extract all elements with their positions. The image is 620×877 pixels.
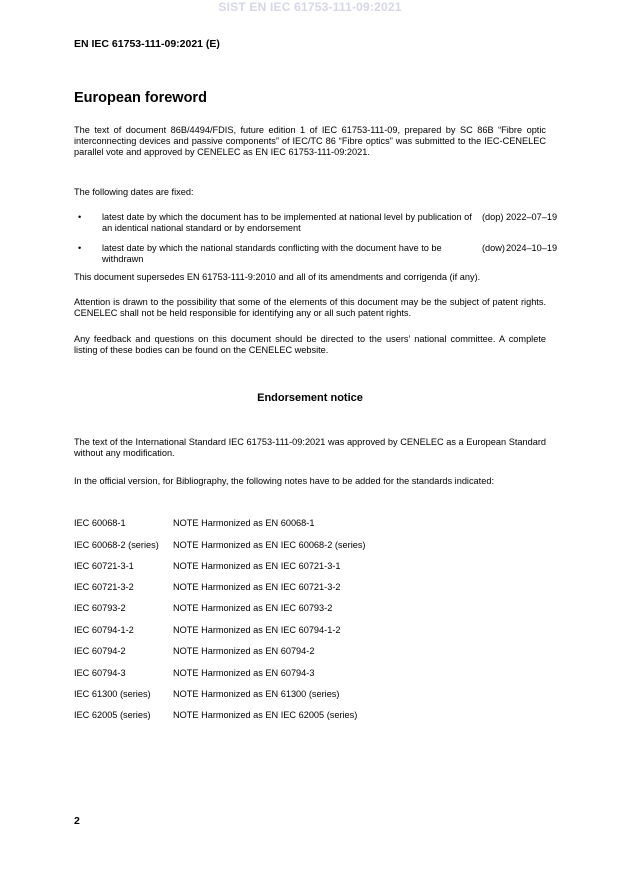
note-row	[74, 709, 546, 721]
note-text: NOTE Harmonized as EN 61300 (series)	[173, 689, 340, 699]
note-standard: IEC 60793-2	[74, 603, 126, 613]
date-item-date: 2024–10–19	[506, 243, 558, 253]
note-text: NOTE Harmonized as EN 60068-1	[173, 518, 315, 528]
note-text: NOTE Harmonized as EN 60794-2	[173, 646, 315, 656]
note-row	[74, 688, 546, 700]
note-standard: IEC 60794-2	[74, 646, 126, 656]
endorsement-paragraph-1: The text of the International Standard IEC 61753-111-09:2021 was approved by CENELEC as a European Standard without any modification.	[74, 437, 546, 459]
foreword-paragraph-1: The text of document 86B/4494/FDIS, future edition 1 of IEC 61753-111-09, prepared by SC 86B “Fibre optic interconnecting devices and passive components” of IEC/TC 86 “Fibre optics” was submitted to the IEC-CENELEC parallel vote and approved by CENELEC as EN IEC 61753-111-09:2021.	[74, 125, 546, 158]
foreword-paragraph-5: Any feedback and questions on this document should be directed to the users’ national committee. A complete listing of these bodies can be found on the CENELEC website.	[74, 334, 546, 356]
page-number: 2	[74, 815, 80, 827]
note-text: NOTE Harmonized as EN IEC 60721-3-1	[173, 561, 341, 571]
note-text: NOTE Harmonized as EN IEC 60721-3-2	[173, 582, 341, 592]
note-row	[74, 602, 546, 614]
endorsement-paragraph-2: In the official version, for Bibliography, the following notes have to be added for the standards indicated:	[74, 476, 494, 486]
note-row	[74, 645, 546, 657]
section-title-european-foreword: European foreword	[74, 90, 207, 106]
date-item-code: (dop)	[482, 212, 504, 222]
note-standard: IEC 60721-3-1	[74, 561, 134, 571]
date-item-text: latest date by which the document has to be implemented at national level by publication of an identical national standard or by endorsement	[102, 212, 472, 234]
note-standard: IEC 62005 (series)	[74, 710, 151, 720]
note-text: NOTE Harmonized as EN IEC 60068-2 (series)	[173, 540, 366, 550]
note-row	[74, 517, 546, 529]
foreword-paragraph-4: Attention is drawn to the possibility that some of the elements of this document may be the subject of patent rights. CENELEC shall not be held responsible for identifying any or all such patent rights.	[74, 297, 546, 319]
note-standard: IEC 60794-1-2	[74, 625, 134, 635]
date-item-date: 2022–07–19	[506, 212, 558, 222]
note-row	[74, 560, 546, 572]
date-item-text: latest date by which the national standards conflicting with the document have to be withdrawn	[102, 243, 442, 265]
note-standard: IEC 60068-1	[74, 518, 126, 528]
note-standard: IEC 60068-2 (series)	[74, 540, 159, 550]
note-standard: IEC 60721-3-2	[74, 582, 134, 592]
note-text: NOTE Harmonized as EN IEC 60794-1-2	[173, 625, 341, 635]
note-text: NOTE Harmonized as EN IEC 62005 (series)	[173, 710, 358, 720]
bullet-icon: •	[78, 243, 82, 253]
note-standard: IEC 60794-3	[74, 668, 126, 678]
note-row	[74, 624, 546, 636]
foreword-paragraph-3: This document supersedes EN 61753-111-9:2010 and all of its amendments and corrigenda (if any).	[74, 272, 481, 282]
section-title-endorsement-notice: Endorsement notice	[257, 392, 363, 404]
document-id-header: EN IEC 61753-111-09:2021 (E)	[74, 38, 220, 50]
watermark: SIST EN IEC 61753-111-09:2021	[218, 0, 402, 14]
foreword-paragraph-2: The following dates are fixed:	[74, 187, 194, 197]
note-standard: IEC 61300 (series)	[74, 689, 151, 699]
note-text: NOTE Harmonized as EN 60794-3	[173, 668, 315, 678]
bullet-icon: •	[78, 212, 82, 222]
note-row	[74, 667, 546, 679]
note-text: NOTE Harmonized as EN IEC 60793-2	[173, 603, 333, 613]
note-row	[74, 539, 546, 551]
note-row	[74, 581, 546, 593]
date-item-code: (dow)	[482, 243, 505, 253]
